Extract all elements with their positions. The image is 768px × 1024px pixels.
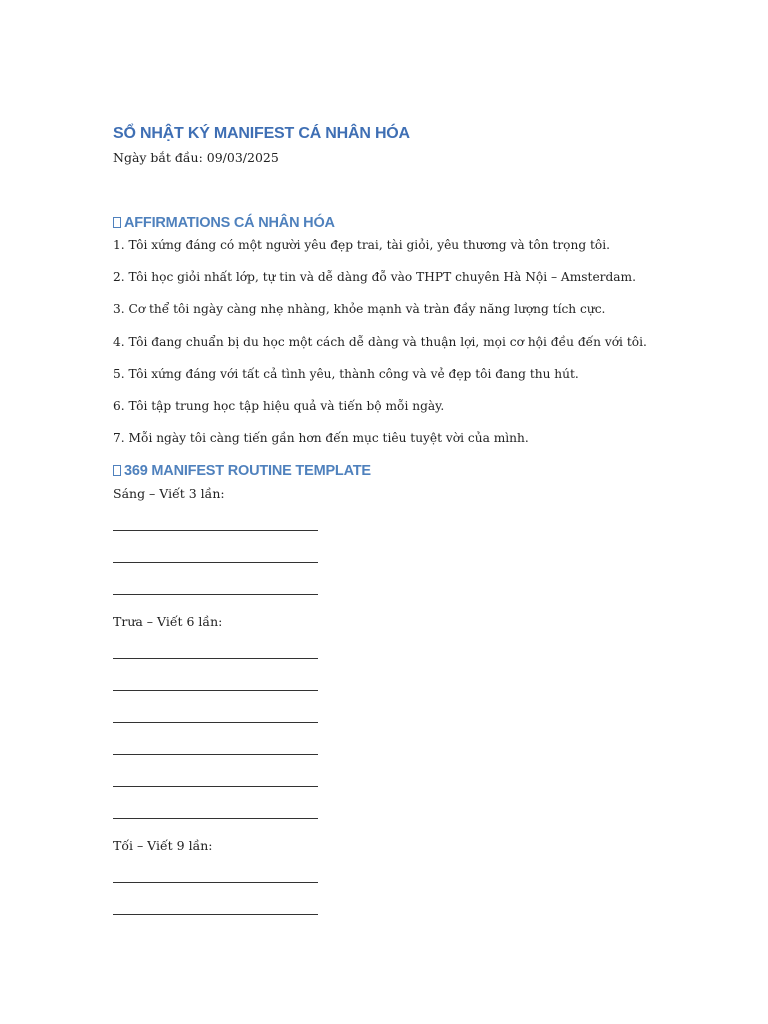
affirmations-heading-text: AFFIRMATIONS CÁ NHÂN HÓA xyxy=(124,215,335,231)
missing-glyph-icon xyxy=(113,465,121,476)
missing-glyph-icon xyxy=(113,217,121,228)
noon-label: Trưa – Viết 6 lần: xyxy=(113,614,223,629)
evening-write-line-1[interactable] xyxy=(113,882,318,883)
affirmation-item-7: 7. Mỗi ngày tôi càng tiến gần hơn đến mục tiêu tuyệt vời của mình. xyxy=(113,431,529,446)
affirmation-item-2: 2. Tôi học giỏi nhất lớp, tự tin và dễ dàng đỗ vào THPT chuyên Hà Nội – Amsterdam. xyxy=(113,270,636,285)
noon-write-line-6[interactable] xyxy=(113,818,318,819)
affirmation-item-6: 6. Tôi tập trung học tập hiệu quả và tiến bộ mỗi ngày. xyxy=(113,398,445,413)
affirmation-item-4: 4. Tôi đang chuẩn bị du học một cách dễ dàng và thuận lợi, mọi cơ hội đều đến với tôi. xyxy=(113,334,647,349)
morning-write-line-3[interactable] xyxy=(113,594,318,595)
noon-write-line-5[interactable] xyxy=(113,786,318,787)
noon-write-line-4[interactable] xyxy=(113,754,318,755)
affirmation-item-3: 3. Cơ thể tôi ngày càng nhẹ nhàng, khỏe mạnh và tràn đầy năng lượng tích cực. xyxy=(113,302,606,317)
evening-label: Tối – Viết 9 lần: xyxy=(113,838,213,853)
routine-heading xyxy=(113,463,371,479)
document-title: SỔ NHẬT KÝ MANIFEST CÁ NHÂN HÓA xyxy=(113,125,410,142)
noon-write-line-3[interactable] xyxy=(113,722,318,723)
morning-write-line-2[interactable] xyxy=(113,562,318,563)
start-date: Ngày bắt đầu: 09/03/2025 xyxy=(113,150,279,165)
noon-write-line-2[interactable] xyxy=(113,690,318,691)
morning-write-line-1[interactable] xyxy=(113,530,318,531)
affirmations-list xyxy=(113,237,647,462)
evening-write-line-2[interactable] xyxy=(113,914,318,915)
morning-label: Sáng – Viết 3 lần: xyxy=(113,486,225,501)
affirmations-heading xyxy=(113,215,335,231)
affirmation-item-1: 1. Tôi xứng đáng có một người yêu đẹp trai, tài giỏi, yêu thương và tôn trọng tôi. xyxy=(113,238,611,252)
noon-write-line-1[interactable] xyxy=(113,658,318,659)
affirmation-item-5: 5. Tôi xứng đáng với tất cả tình yêu, thành công và vẻ đẹp tôi đang thu hút. xyxy=(113,366,579,381)
routine-heading-text: 369 MANIFEST ROUTINE TEMPLATE xyxy=(124,463,371,479)
